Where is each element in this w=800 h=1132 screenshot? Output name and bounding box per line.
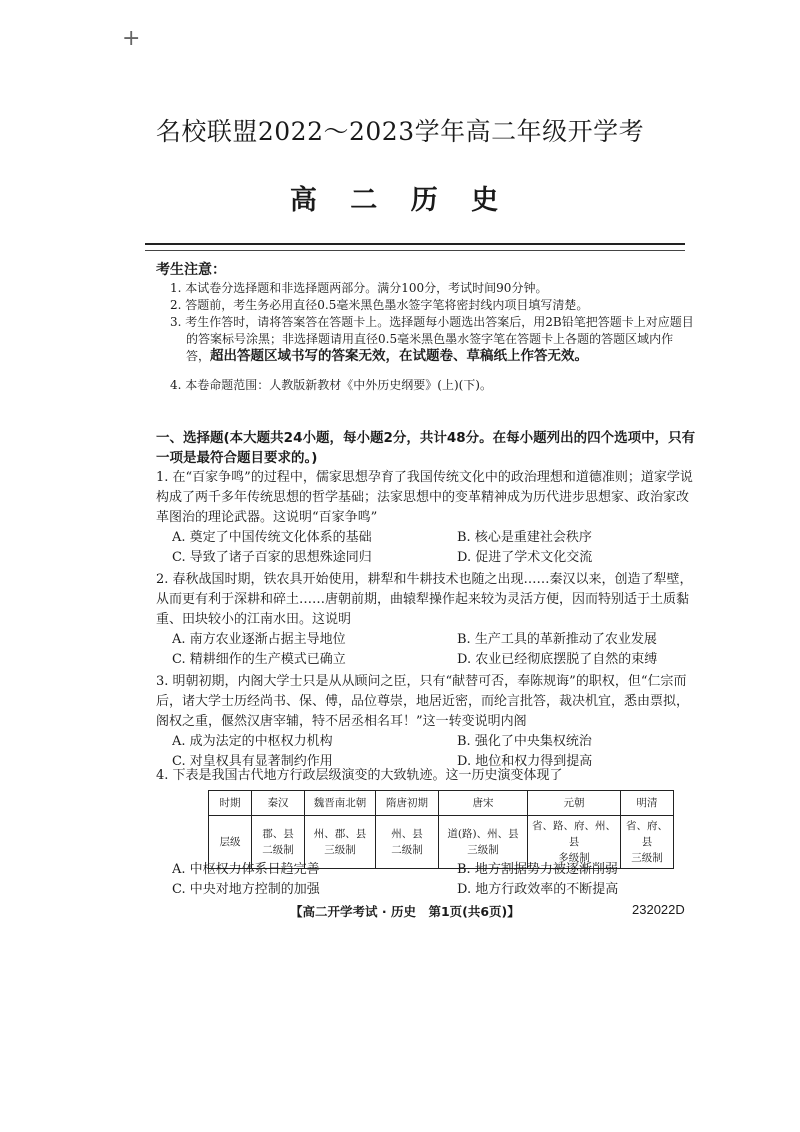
crop-mark: + [122, 26, 141, 51]
level-system: 多级制 [558, 852, 590, 864]
admin-levels-table [208, 790, 674, 869]
option-a: A. 中枢权力体系日趋完善 [172, 862, 320, 877]
level-system: 三级制 [631, 852, 663, 864]
level-units: 郡、县 [262, 828, 294, 840]
option-c: C. 对皇权具有显著制约作用 [172, 754, 333, 769]
notice-item-2: 2. 答题前，考生务必用直径0.5毫米黑色墨水签字笔将密封线内项目填写清楚。 [170, 298, 589, 312]
question-4 [156, 766, 696, 786]
exam-subject: 高 二 历 史 [289, 185, 511, 216]
question-3 [156, 672, 696, 772]
options [156, 860, 696, 900]
question-stem: 2. 春秋战国时期，铁农具开始使用，耕犁和牛耕技术也随之出现……秦汉以来，创造了犁壁，从而更有利于深耕和碎土……唐朝前期，曲辕犁操作起来较为灵活方便，因而特别适于土质黏重、田块较小的江南水田。这说明 [156, 572, 693, 627]
question-1 [156, 468, 696, 568]
level-units: 省、府、县 [626, 820, 668, 848]
table-header-row [209, 791, 674, 816]
notice-item-3-text: 3. 考生作答时，请将答案答在答题卡上。选择题每小题选出答案后，用2B铅笔把答题卡上对应题目的答案标号涂黑；非选择题请用直径0.5毫米黑色墨水签字笔在答题卡上各题的答题区域内作答， [170, 315, 694, 363]
option-c: C. 精耕细作的生产模式已确立 [172, 652, 346, 667]
option-b: B. 生产工具的革新推动了农业发展 [457, 632, 657, 647]
table-period-cell: 秦汉 [252, 791, 305, 816]
option-d: D. 地方行政效率的不断提高 [457, 882, 619, 897]
table-row-header: 层级 [209, 816, 252, 869]
option-b: B. 强化了中央集权统治 [457, 734, 592, 749]
candidate-notice [156, 262, 696, 394]
option-c: C. 中央对地方控制的加强 [172, 882, 320, 897]
table-period-cell: 元朝 [528, 791, 621, 816]
option-c: C. 导致了诸子百家的思想殊途同归 [172, 550, 372, 565]
option-d: D. 促进了学术文化交流 [457, 550, 593, 565]
header-rule-thin [145, 250, 685, 251]
level-units: 省、路、府、州、县 [532, 820, 616, 848]
options [156, 630, 696, 670]
table-period-cell: 魏晋南北朝 [305, 791, 376, 816]
level-system: 三级制 [324, 844, 356, 856]
question-2 [156, 570, 696, 670]
table-row-header: 时期 [209, 791, 252, 816]
option-b: B. 核心是重建社会秩序 [457, 530, 592, 545]
option-d: D. 农业已经彻底摆脱了自然的束缚 [457, 652, 658, 667]
option-a: A. 南方农业逐渐占据主导地位 [172, 632, 346, 647]
question-4-options [156, 860, 696, 900]
footer-paper-code: 232022D [632, 902, 685, 917]
table-period-cell: 隋唐初期 [376, 791, 439, 816]
option-a: A. 奠定了中国传统文化体系的基础 [172, 530, 372, 545]
question-stem: 4. 下表是我国古代地方行政层级演变的大致轨迹。这一历史演变体现了 [156, 768, 563, 783]
header-rule-thick [145, 243, 685, 245]
level-units: 州、县 [391, 828, 423, 840]
exam-title: 名校联盟2022～2023学年高二年级开学考 [155, 117, 645, 146]
table-period-cell: 唐宋 [439, 791, 528, 816]
footer-page-info: 【高二开学考试 · 历史 第1页(共6页)】 [290, 904, 520, 919]
level-system: 三级制 [467, 844, 499, 856]
level-units: 道(路)、州、县 [447, 828, 519, 840]
level-units: 州、郡、县 [313, 828, 367, 840]
question-stem: 3. 明朝初期，内阁大学士只是从从顾问之臣，只有“献替可否，奉陈规诲”的职权，但“仁宗而后，诸大学士历经尚书、保、傅，品位尊崇，地居近密，而纶言批答，裁决机宜，悉由票拟，阁权之重，偃然汉唐宰辅，特不居丞相名耳！”这一转变说明内阁 [156, 674, 690, 729]
options [156, 528, 696, 568]
option-b: B. 地方割据势力被逐渐削弱 [457, 862, 618, 877]
table-period-cell: 明清 [621, 791, 674, 816]
level-system: 二级制 [262, 844, 294, 856]
notice-item-1: 1. 本试卷分选择题和非选择题两部分。满分100分，考试时间90分钟。 [170, 281, 548, 295]
option-a: A. 成为法定的中枢权力机构 [172, 734, 333, 749]
option-d: D. 地位和权力得到提高 [457, 754, 593, 769]
notice-emphasis: 超出答题区域书写的答案无效，在试题卷、草稿纸上作答无效。 [210, 348, 589, 364]
notice-heading: 考生注意： [156, 262, 226, 278]
level-system: 二级制 [391, 844, 423, 856]
notice-item-4: 4. 本卷命题范围：人教版新教材《中外历史纲要》(上)(下)。 [170, 378, 492, 392]
notice-item-3 [156, 314, 696, 365]
section-heading: 一、选择题(本大题共24小题，每小题2分，共计48分。在每小题列出的四个选项中，只有一项是最符合题目要求的。) [156, 430, 696, 466]
question-stem: 1. 在“百家争鸣”的过程中，儒家思想孕育了我国传统文化中的政治理想和道德准则；道家学说构成了两千多年传统思想的哲学基础；法家思想中的变革精神成为历代进步思想家、政治家改革图治的理论武器。这说明“百家争鸣” [156, 470, 693, 525]
